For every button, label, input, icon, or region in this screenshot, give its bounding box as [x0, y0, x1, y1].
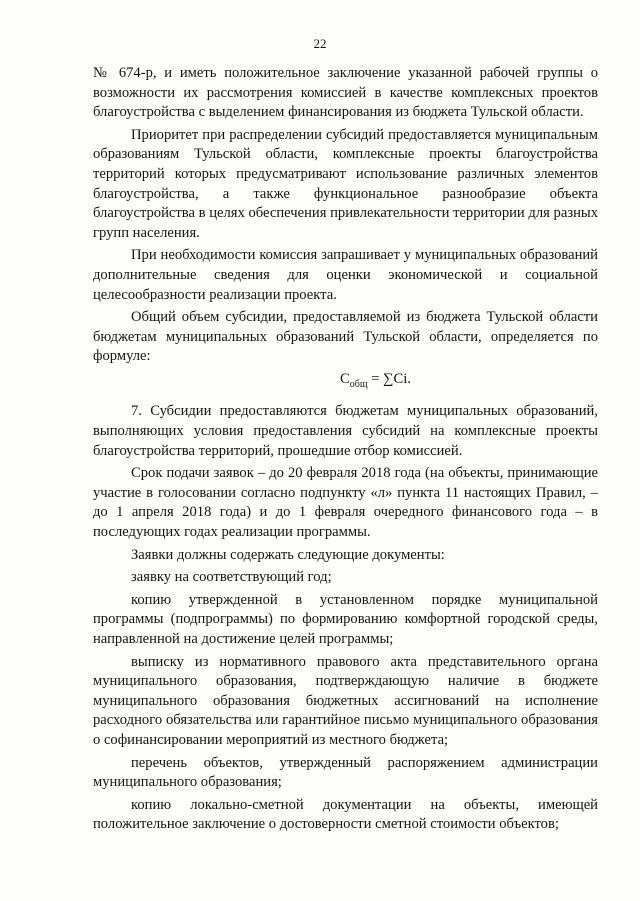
- paragraph-continuation: № 674-р, и иметь положительное заключение указанной рабочей группы о возможности их рассмотрения комиссией в качестве комплексных проектов благоустройства с выделением финансирования из бюджета Тульской области.: [93, 65, 598, 121]
- formula-subscript: общ: [349, 378, 368, 390]
- paragraph-commission-request: При необходимости комиссия запрашивает у муниципальных образований дополнительные сведения для оценки экономической и социальной целесообразности реализации проекта.: [93, 247, 598, 303]
- page-number: 22: [313, 36, 327, 51]
- paragraph-documents-intro: Заявки должны содержать следующие документы:: [131, 546, 445, 563]
- list-item-application: заявку на соответствующий год;: [131, 569, 332, 586]
- paragraph-total-subsidy: Общий объем субсидии, предоставляемой из бюджета Тульской области бюджетам муниципальных образований Тульской области, определяется по формуле:: [93, 309, 598, 365]
- paragraph-item-7: 7. Субсидии предоставляются бюджетам муниципальных образований, выполняющих условия предоставления субсидий на комплексные проекты благоустройства территорий, прошедшие отбор комиссией.: [93, 403, 598, 459]
- document-body: [93, 64, 598, 835]
- list-item-objects-list: перечень объектов, утвержденный распоряжением администрации муниципального образования;: [93, 754, 598, 791]
- list-item-budget-extract: выписку из нормативного правового акта представительного органа муниципального образования, подтверждающую наличие в бюджете муниципального образования бюджетных ассигнований на исполнение расходного обязательства или гарантийное письмо муниципального образования о софинансировании мероприятий из местного бюджета;: [93, 653, 598, 748]
- paragraph-deadline: Срок подачи заявок – до 20 февраля 2018 года (на объекты, принимающие участие в голосовании согласно подпункту «л» пункта 11 настоящих Правил, – до 1 апреля 2018 года) и до 1 февраля очередного финансового года – в последующих годах реализации программы.: [93, 465, 598, 540]
- list-item-estimate-docs: копию локально-сметной документации на объекты, имеющей положительное заключение о достоверности сметной стоимости объектов;: [93, 796, 598, 833]
- formula-rhs: = ∑Ci.: [371, 370, 411, 387]
- list-item-program-copy: копию утвержденной в установленном порядке муниципальной программы (подпрограммы) по формированию комфортной городской среды, направленной на достижение целей программы;: [93, 591, 598, 647]
- paragraph-priority: Приоритет при распределении субсидий предоставляется муниципальным образованиям Тульской области, комплексные проекты благоустройства территорий которых предусматривают использование различных элементов благоустройства, а также функциональное разнообразие объекта благоустройства в целях обеспечения привлекательности территории для разных групп населения.: [93, 126, 598, 241]
- subsidy-formula: [93, 370, 598, 395]
- formula-lhs: C: [340, 370, 350, 387]
